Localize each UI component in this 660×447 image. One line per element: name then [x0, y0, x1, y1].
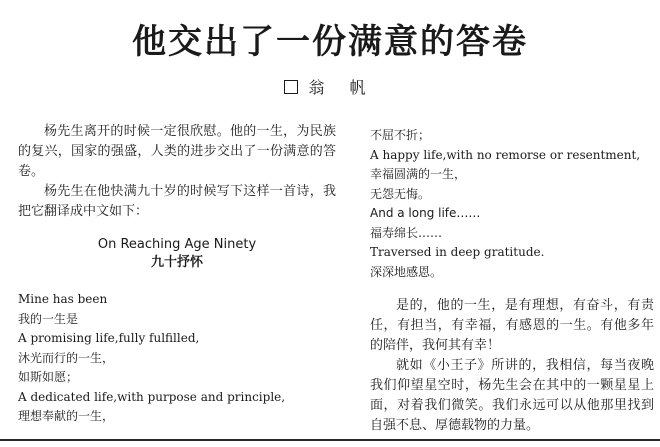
- article-title: 他交出了一份满意的答卷: [132, 22, 528, 62]
- poem-title: On Reaching Age Ninety: [97, 237, 257, 252]
- poem-line: 深深地感恩。: [370, 264, 443, 279]
- left-paragraph-1: 杨先生离开的时候一定很欣慰。他的一生，为民族的复兴，国家的强盛，人类的进步交出了一份满意的答卷。: [18, 124, 336, 179]
- poem-line: 福寿绵长……: [370, 225, 443, 240]
- poem-line: A promising life,fully fulfilled,: [18, 331, 200, 345]
- left-column: [18, 122, 336, 427]
- poem-line: 如斯如愿；: [18, 370, 79, 384]
- poem-line: Traversed in deep gratitude.: [370, 245, 545, 259]
- poem-line: A dedicated life,with purpose and principle,: [18, 389, 286, 404]
- right-paragraph-1: 是的，他的一生，是有理想，有奋斗，有责任，有担当，有幸福，有感恩的一生。有他多年的陪伴，我何其有幸！: [370, 298, 654, 353]
- bottom-rule: [0, 439, 660, 441]
- poem-line: A happy life,with no remorse or resentment,: [370, 147, 641, 162]
- poem-line: Mine has been: [18, 292, 108, 306]
- poem-line: 无怨无悔。: [370, 186, 431, 201]
- poem-line: 幸福圆满的一生，: [370, 167, 467, 181]
- poem-subtitle: 九十抒怀: [150, 255, 203, 270]
- poem-line: 我的一生是: [18, 311, 79, 326]
- poem-line: 理想奉献的一生，: [18, 409, 115, 423]
- poem-line: 不屈不折；: [370, 128, 431, 142]
- right-paragraph-2: 就如《小王子》所讲的，我相信，每当夜晚我们仰望星空时，杨先生会在其中的一颗星星上面，对着我们微笑。我们永远可以从他那里找到自强不息、厚德载物的力量。: [370, 358, 654, 433]
- poem-line: 沐光而行的一生，: [18, 350, 115, 365]
- author-box-icon: [284, 80, 298, 94]
- left-paragraph-2: 杨先生在他快满九十岁的时候写下这样一首诗，我把它翻译成中文如下：: [18, 184, 336, 219]
- poem-line: And a long life……: [370, 206, 481, 220]
- right-column: [370, 126, 654, 436]
- author-byline: [0, 78, 660, 98]
- author-name: 翁 帆: [308, 78, 376, 97]
